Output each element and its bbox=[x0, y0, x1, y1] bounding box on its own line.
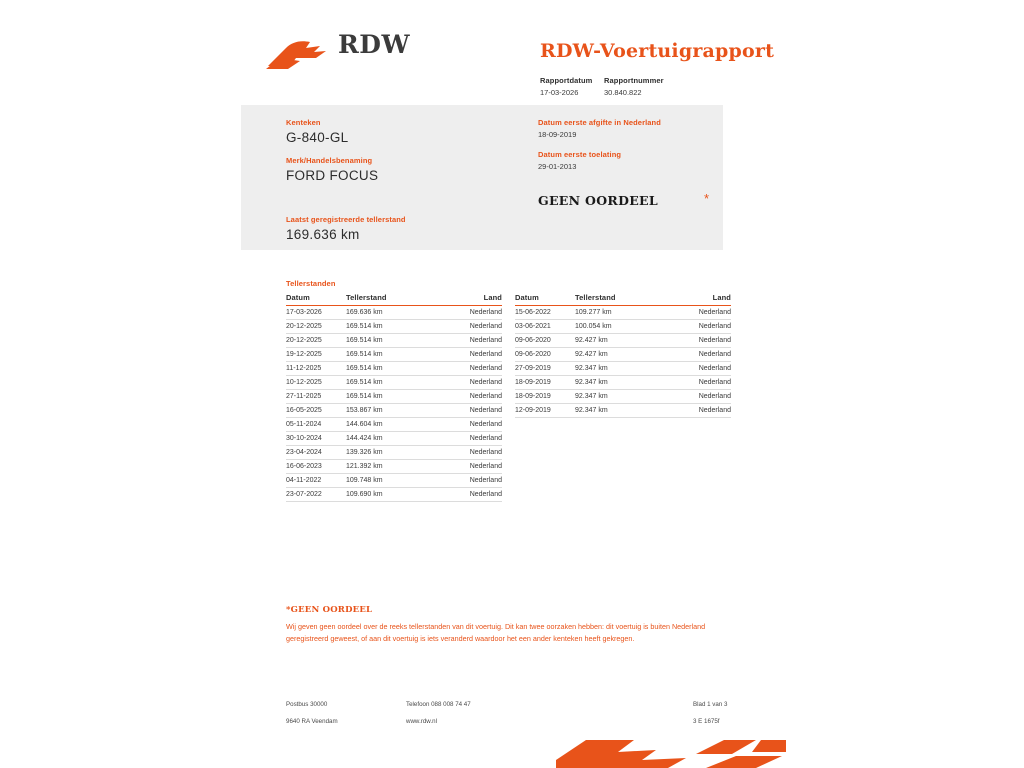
table-row bbox=[515, 348, 731, 362]
table-row bbox=[286, 418, 502, 432]
column-header-date: Datum bbox=[286, 293, 346, 306]
cell-country: Nederland bbox=[661, 306, 731, 320]
odometer-section-title: Tellerstanden bbox=[286, 279, 336, 288]
footer-form-code: 3 E 1675f bbox=[693, 718, 720, 725]
cell-date: 05-11-2024 bbox=[286, 418, 346, 432]
cell-odometer: 92.347 km bbox=[575, 404, 661, 418]
odometer-table-left bbox=[286, 293, 502, 502]
cell-date: 17-03-2026 bbox=[286, 306, 346, 320]
table-row bbox=[515, 376, 731, 390]
cell-country: Nederland bbox=[432, 306, 502, 320]
cell-date: 12-09-2019 bbox=[515, 404, 575, 418]
cell-date: 23-04-2024 bbox=[286, 446, 346, 460]
cell-odometer: 153.867 km bbox=[346, 404, 432, 418]
cell-date: 27-11-2025 bbox=[286, 390, 346, 404]
footnote-body: Wij geven geen oordeel over de reeks tellerstanden van dit voertuig. Dit kan twee oorzaken hebben: dit voertuig is buiten Nederland geregistreerd geweest, of aan dit voertuig is iets veranderd waardoor het een ander kenteken heeft gekregen. bbox=[286, 622, 706, 643]
cell-odometer: 169.636 km bbox=[346, 306, 432, 320]
cell-odometer: 92.347 km bbox=[575, 376, 661, 390]
cell-date: 18-09-2019 bbox=[515, 376, 575, 390]
footer-address-line2: 9640 RA Veendam bbox=[286, 718, 338, 725]
table-row bbox=[286, 348, 502, 362]
table-row bbox=[286, 376, 502, 390]
footnote-title-text: GEEN OORDEEL bbox=[290, 605, 373, 615]
column-header-country: Land bbox=[432, 293, 502, 306]
cell-country: Nederland bbox=[432, 390, 502, 404]
footer-website[interactable]: www.rdw.nl bbox=[406, 718, 437, 725]
summary-right-column bbox=[538, 118, 728, 171]
verdict-footnote-marker: * bbox=[704, 191, 710, 206]
cell-date: 30-10-2024 bbox=[286, 432, 346, 446]
cell-odometer: 169.514 km bbox=[346, 390, 432, 404]
logo-wordmark: RDW bbox=[338, 30, 411, 59]
table-row bbox=[515, 390, 731, 404]
cell-country: Nederland bbox=[661, 376, 731, 390]
table-row bbox=[286, 334, 502, 348]
cell-country: Nederland bbox=[432, 418, 502, 432]
cell-odometer: 169.514 km bbox=[346, 376, 432, 390]
table-row bbox=[286, 404, 502, 418]
odometer-left-body bbox=[286, 306, 502, 502]
table-row bbox=[515, 404, 731, 418]
cell-date: 16-06-2023 bbox=[286, 460, 346, 474]
cell-country: Nederland bbox=[432, 348, 502, 362]
cell-odometer: 169.514 km bbox=[346, 334, 432, 348]
brand-value: FORD FOCUS bbox=[286, 168, 379, 183]
licence-plate-value: G-840-GL bbox=[286, 130, 349, 145]
column-header-date: Datum bbox=[515, 293, 575, 306]
report-date-value: 17-03-2026 bbox=[540, 88, 579, 97]
cell-country: Nederland bbox=[661, 404, 731, 418]
cell-date: 18-09-2019 bbox=[515, 390, 575, 404]
first-registration-nl-value: 18-09-2019 bbox=[538, 130, 577, 139]
cell-odometer: 109.690 km bbox=[346, 488, 432, 502]
cell-odometer: 169.514 km bbox=[346, 320, 432, 334]
cell-country: Nederland bbox=[661, 334, 731, 348]
summary-bottom-column bbox=[286, 215, 516, 242]
cell-odometer: 169.514 km bbox=[346, 362, 432, 376]
report-number-block bbox=[604, 76, 664, 97]
cell-country: Nederland bbox=[432, 376, 502, 390]
first-registration-nl-label: Datum eerste afgifte in Nederland bbox=[538, 118, 661, 127]
table-row bbox=[286, 432, 502, 446]
footer-swoosh-graphic-icon bbox=[556, 738, 786, 768]
cell-odometer: 144.424 km bbox=[346, 432, 432, 446]
last-odometer-value: 169.636 km bbox=[286, 227, 360, 242]
column-header-odometer: Tellerstand bbox=[575, 293, 661, 306]
summary-left-column bbox=[286, 118, 506, 183]
cell-country: Nederland bbox=[432, 404, 502, 418]
footnote-star: * bbox=[286, 605, 291, 615]
column-header-odometer: Tellerstand bbox=[346, 293, 432, 306]
footer-address-line1: Postbus 30000 bbox=[286, 701, 328, 708]
table-row bbox=[286, 460, 502, 474]
cell-date: 20-12-2025 bbox=[286, 334, 346, 348]
cell-odometer: 92.427 km bbox=[575, 334, 661, 348]
cell-date: 09-06-2020 bbox=[515, 348, 575, 362]
cell-odometer: 169.514 km bbox=[346, 348, 432, 362]
cell-odometer: 109.748 km bbox=[346, 474, 432, 488]
odometer-readings-section bbox=[286, 279, 734, 498]
last-odometer-label: Laatst geregistreerde tellerstand bbox=[286, 215, 406, 224]
footer-address bbox=[286, 701, 338, 725]
table-row bbox=[515, 334, 731, 348]
rdw-logo bbox=[266, 30, 411, 78]
cell-country: Nederland bbox=[661, 348, 731, 362]
footnote-section bbox=[286, 605, 716, 645]
table-row bbox=[515, 320, 731, 334]
cell-date: 04-11-2022 bbox=[286, 474, 346, 488]
cell-odometer: 109.277 km bbox=[575, 306, 661, 320]
cell-date: 19-12-2025 bbox=[286, 348, 346, 362]
cell-country: Nederland bbox=[661, 390, 731, 404]
cell-country: Nederland bbox=[432, 432, 502, 446]
cell-country: Nederland bbox=[432, 334, 502, 348]
cell-date: 27-09-2019 bbox=[515, 362, 575, 376]
report-title: RDW-Voertuigrapport bbox=[540, 40, 775, 62]
cell-date: 16-05-2025 bbox=[286, 404, 346, 418]
cell-date: 11-12-2025 bbox=[286, 362, 346, 376]
table-row bbox=[515, 362, 731, 376]
cell-odometer: 100.054 km bbox=[575, 320, 661, 334]
table-row bbox=[286, 474, 502, 488]
table-row bbox=[286, 320, 502, 334]
footer-phone: Telefoon 088 008 74 47 bbox=[406, 701, 471, 708]
cell-date: 10-12-2025 bbox=[286, 376, 346, 390]
report-date-block bbox=[540, 76, 592, 97]
table-row bbox=[515, 306, 731, 320]
odometer-table-right bbox=[515, 293, 731, 418]
cell-odometer: 92.427 km bbox=[575, 348, 661, 362]
footer-pageinfo bbox=[693, 701, 727, 725]
cell-odometer: 92.347 km bbox=[575, 362, 661, 376]
cell-country: Nederland bbox=[432, 460, 502, 474]
table-header-row bbox=[515, 293, 731, 306]
cell-odometer: 92.347 km bbox=[575, 390, 661, 404]
brand-label: Merk/Handelsbenaming bbox=[286, 156, 373, 165]
first-admission-value: 29-01-2013 bbox=[538, 162, 577, 171]
cell-odometer: 144.604 km bbox=[346, 418, 432, 432]
table-row bbox=[286, 488, 502, 502]
table-row bbox=[286, 390, 502, 404]
cell-country: Nederland bbox=[432, 488, 502, 502]
verdict-text: GEEN OORDEEL bbox=[538, 193, 658, 208]
first-admission-label: Datum eerste toelating bbox=[538, 150, 622, 159]
report-number-label: Rapportnummer bbox=[604, 76, 664, 85]
cell-country: Nederland bbox=[432, 362, 502, 376]
licence-plate-label: Kenteken bbox=[286, 118, 321, 127]
cell-date: 20-12-2025 bbox=[286, 320, 346, 334]
cell-date: 23-07-2022 bbox=[286, 488, 346, 502]
cell-country: Nederland bbox=[432, 320, 502, 334]
cell-odometer: 121.392 km bbox=[346, 460, 432, 474]
table-row bbox=[286, 446, 502, 460]
report-date-label: Rapportdatum bbox=[540, 76, 593, 85]
report-number-value: 30.840.822 bbox=[604, 88, 642, 97]
cell-date: 09-06-2020 bbox=[515, 334, 575, 348]
rdw-swoosh-logo-icon bbox=[266, 40, 332, 70]
footer-contact bbox=[406, 701, 471, 725]
odometer-right-body bbox=[515, 306, 731, 418]
vehicle-summary-panel bbox=[241, 105, 723, 250]
table-row bbox=[286, 362, 502, 376]
footnote-title bbox=[286, 605, 716, 615]
cell-country: Nederland bbox=[661, 362, 731, 376]
footer-page-number: Blad 1 van 3 bbox=[693, 701, 728, 708]
cell-odometer: 139.326 km bbox=[346, 446, 432, 460]
cell-date: 15-06-2022 bbox=[515, 306, 575, 320]
cell-date: 03-06-2021 bbox=[515, 320, 575, 334]
cell-country: Nederland bbox=[432, 446, 502, 460]
cell-country: Nederland bbox=[661, 320, 731, 334]
cell-country: Nederland bbox=[432, 474, 502, 488]
column-header-country: Land bbox=[661, 293, 731, 306]
document-header bbox=[0, 18, 1024, 97]
table-header-row bbox=[286, 293, 502, 306]
table-row bbox=[286, 306, 502, 320]
